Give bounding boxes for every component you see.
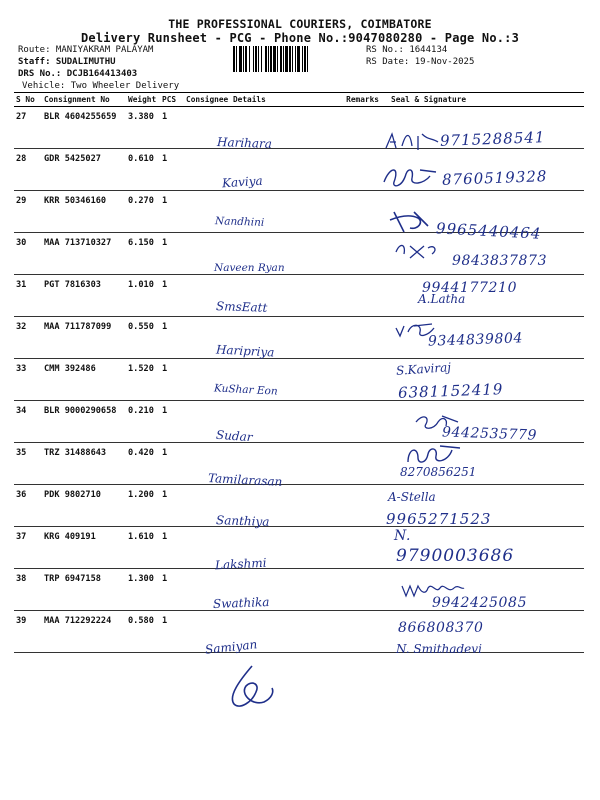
signature-scribble	[388, 208, 438, 236]
row-weight: 1.010	[126, 275, 160, 317]
signature-scribble	[380, 164, 440, 192]
row-pcs: 1	[160, 485, 184, 527]
row-consignment: CMM 392486	[42, 359, 126, 401]
row-pcs: 1	[160, 107, 184, 149]
table-row	[14, 611, 584, 653]
row-consignment: KRR 50346160	[42, 191, 126, 233]
handwritten-signature-name: N.	[394, 528, 412, 544]
row-sno: 31	[14, 275, 42, 317]
handwritten-phone: 9965271523	[386, 510, 492, 528]
handwritten-name: Harihara	[216, 135, 273, 151]
vehicle-label: Vehicle: Two Wheeler Delivery	[22, 81, 180, 91]
handwritten-name: SmsEatt	[215, 299, 268, 315]
header-signature: Seal & Signature	[381, 93, 584, 107]
row-weight: 0.610	[126, 149, 160, 191]
header-weight: Weight	[126, 93, 160, 107]
signature-scribble	[382, 128, 442, 152]
row-weight: 0.550	[126, 317, 160, 359]
signature-scribble	[404, 442, 464, 468]
remarks-cell	[339, 359, 381, 401]
company-title: THE PROFESSIONAL COURIERS, COIMBATORE	[168, 17, 432, 31]
row-pcs: 1	[160, 317, 184, 359]
handwritten-phone: 8760519328	[441, 167, 548, 189]
signature-scribble	[392, 318, 442, 340]
table-row	[14, 443, 584, 485]
remarks-cell	[339, 569, 381, 611]
remarks-cell	[339, 443, 381, 485]
remarks-cell	[339, 527, 381, 569]
row-pcs: 1	[160, 191, 184, 233]
row-sno: 27	[14, 107, 42, 149]
row-consignment: BLR 9000290658	[42, 401, 126, 443]
row-consignment: BLR 4604255659	[42, 107, 126, 149]
remarks-cell	[339, 107, 381, 149]
handwritten-phone: 9944177210	[422, 280, 518, 296]
handwritten-name: Kaviya	[221, 173, 264, 191]
row-pcs: 1	[160, 443, 184, 485]
barcode	[233, 46, 361, 72]
row-weight: 0.210	[126, 401, 160, 443]
table-header-row	[14, 93, 584, 107]
row-pcs: 1	[160, 359, 184, 401]
row-sno: 33	[14, 359, 42, 401]
handwritten-name: Samiyan	[204, 637, 258, 657]
handwritten-phone: 6381152419	[397, 380, 504, 402]
handwritten-name: Naveen Ryan	[214, 262, 285, 274]
handwritten-name: Lakshmi	[214, 555, 267, 573]
row-weight: 1.610	[126, 527, 160, 569]
row-sno: 30	[14, 233, 42, 275]
handwritten-phone: 9442535779	[441, 424, 538, 444]
handwritten-name: Swathika	[212, 595, 270, 611]
bottom-signature-scribble	[222, 662, 282, 712]
row-weight: 0.270	[126, 191, 160, 233]
rs-date: RS Date: 19-Nov-2025	[366, 57, 475, 67]
signature-scribble	[412, 412, 462, 434]
header-pcs: PCS	[160, 93, 184, 107]
row-weight: 1.520	[126, 359, 160, 401]
row-weight: 1.200	[126, 485, 160, 527]
row-consignment: TRP 6947158	[42, 569, 126, 611]
row-pcs: 1	[160, 611, 184, 653]
handwritten-phone: 8270856251	[400, 465, 477, 479]
rs-number: RS No.: 1644134	[366, 45, 448, 55]
row-pcs: 1	[160, 233, 184, 275]
row-weight: 0.420	[126, 443, 160, 485]
handwritten-signature-name: N. Smithadevi	[396, 642, 482, 656]
handwritten-phone: 9790003686	[396, 546, 515, 566]
handwritten-name: Nandhini	[214, 215, 265, 229]
header-sno: S No	[14, 93, 42, 107]
row-weight: 6.150	[126, 233, 160, 275]
header-remarks: Remarks	[339, 93, 381, 107]
row-consignment: MAA 712292224	[42, 611, 126, 653]
remarks-cell	[339, 485, 381, 527]
handwritten-phone: 9965440464	[435, 219, 542, 243]
handwritten-phone: 9344839804	[427, 330, 524, 350]
row-sno: 38	[14, 569, 42, 611]
signature-scribble	[392, 238, 442, 260]
remarks-cell	[339, 275, 381, 317]
row-consignment: PGT 7816303	[42, 275, 126, 317]
handwritten-phone: 9942425085	[432, 595, 528, 611]
remarks-cell	[339, 611, 381, 653]
remarks-cell	[339, 233, 381, 275]
handwritten-name: Haripriya	[215, 342, 275, 360]
staff-label: Staff: SUDALIMUTHU	[18, 57, 116, 67]
row-sno: 35	[14, 443, 42, 485]
row-sno: 34	[14, 401, 42, 443]
row-pcs: 1	[160, 149, 184, 191]
handwritten-name: Sudar	[215, 427, 253, 445]
table-row	[14, 485, 584, 527]
signature-scribble	[398, 578, 468, 600]
header-consignee: Consignee Details	[184, 93, 339, 107]
handwritten-signature-name: A-Stella	[388, 490, 436, 504]
handwritten-phone: 9715288541	[439, 128, 546, 150]
row-pcs: 1	[160, 275, 184, 317]
handwritten-signature-name: A.Latha	[418, 292, 466, 306]
row-consignment: PDK 9802710	[42, 485, 126, 527]
handwritten-phone: 866808370	[398, 620, 484, 636]
row-sno: 28	[14, 149, 42, 191]
runsheet-subtitle: Delivery Runsheet - PCG - Phone No.:9047080280 - Page No.:3	[80, 31, 520, 45]
remarks-cell	[339, 191, 381, 233]
row-pcs: 1	[160, 401, 184, 443]
consignee-cell	[184, 401, 339, 443]
handwritten-phone: 9843837873	[452, 253, 548, 269]
drs-label: DRS No.: DCJB164413403	[18, 69, 138, 79]
handwritten-name: Santhiya	[215, 513, 270, 529]
route-label: Route: MANIYAKRAM PALAYAM	[18, 45, 154, 55]
remarks-cell	[339, 149, 381, 191]
row-pcs: 1	[160, 569, 184, 611]
remarks-cell	[339, 317, 381, 359]
row-consignment: GDR 5425027	[42, 149, 126, 191]
handwritten-name: Tamilarasan	[207, 471, 283, 489]
row-weight: 3.380	[126, 107, 160, 149]
row-weight: 1.300	[126, 569, 160, 611]
row-consignment: MAA 713710327	[42, 233, 126, 275]
row-sno: 39	[14, 611, 42, 653]
row-consignment: KRG 409191	[42, 527, 126, 569]
row-sno: 36	[14, 485, 42, 527]
handwritten-signature-name: S.Kaviraj	[395, 360, 452, 378]
row-consignment: MAA 711787099	[42, 317, 126, 359]
row-sno: 29	[14, 191, 42, 233]
row-weight: 0.580	[126, 611, 160, 653]
row-pcs: 1	[160, 527, 184, 569]
row-consignment: TRZ 31488643	[42, 443, 126, 485]
row-sno: 37	[14, 527, 42, 569]
row-sno: 32	[14, 317, 42, 359]
handwritten-name: KuShar Eon	[213, 382, 278, 398]
header-consignment: Consignment No	[42, 93, 126, 107]
remarks-cell	[339, 401, 381, 443]
